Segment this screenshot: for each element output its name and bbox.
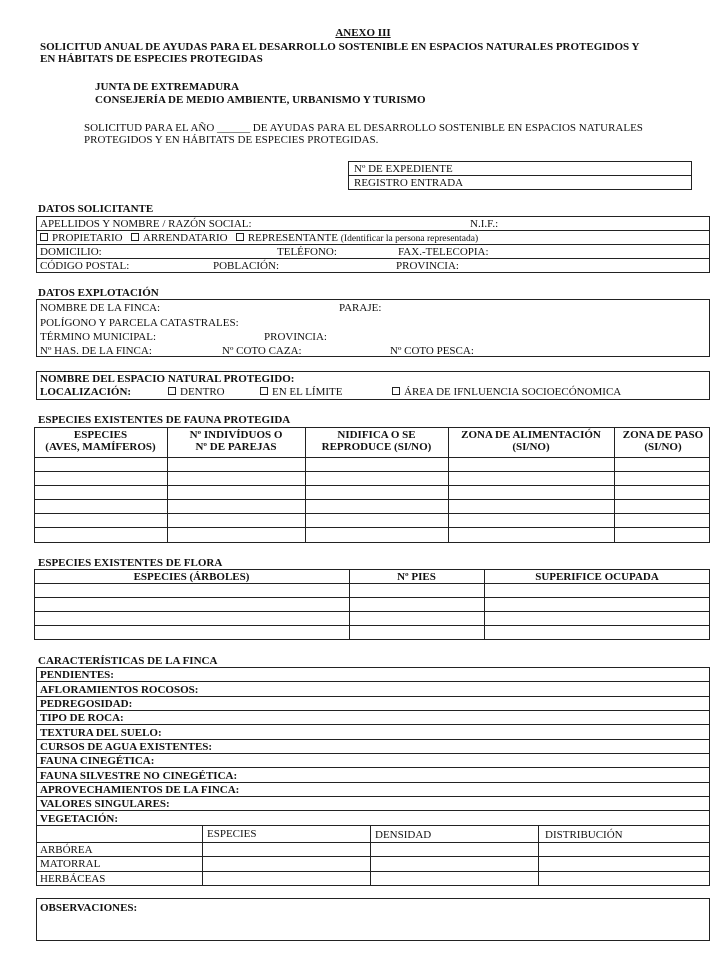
veg-header-distribucion: DISTRIBUCIÓN	[545, 829, 623, 841]
fauna-silvestre-field[interactable]: FAUNA SILVESTRE NO CINEGÉTICA:	[40, 770, 238, 782]
explotacion-provincia-field[interactable]: PROVINCIA:	[264, 331, 327, 343]
area-checkbox[interactable]	[392, 387, 400, 395]
propietario-checkbox[interactable]	[40, 233, 48, 241]
apellidos-field[interactable]: APELLIDOS Y NOMBRE / RAZÓN SOCIAL:	[40, 218, 252, 230]
provincia-field[interactable]: PROVINCIA:	[396, 260, 459, 272]
coto-caza-field[interactable]: Nº COTO CAZA:	[222, 345, 302, 357]
afloramientos-field[interactable]: AFLORAMIENTOS ROCOSOS:	[40, 684, 199, 696]
localizacion-limite: EN EL LÍMITE	[260, 386, 342, 398]
representante-checkbox[interactable]	[236, 233, 244, 241]
nif-field[interactable]: N.I.F.:	[470, 218, 499, 230]
aprovechamientos-field[interactable]: APROVECHAMIENTOS DE LA FINCA:	[40, 784, 240, 796]
flora-header-pies: Nº PIES	[397, 571, 436, 583]
veg-header-densidad: DENSIDAD	[375, 829, 432, 841]
veg-header-especies: ESPECIES	[207, 828, 257, 840]
localizacion-area: ÁREA DE IFNLUENCIA SOCIOECÓNOMICA	[392, 386, 621, 398]
year-field[interactable]: ______	[217, 122, 251, 134]
termino-field[interactable]: TÉRMINO MUNICIPAL:	[40, 331, 157, 343]
dentro-checkbox[interactable]	[168, 387, 176, 395]
coto-pesca-underline	[483, 356, 708, 357]
section-fauna: ESPECIES EXISTENTES DE FAUNA PROTEGIDA	[38, 414, 291, 426]
arrendatario-checkbox[interactable]	[131, 233, 139, 241]
fauna-header-alimentacion: ZONA DE ALIMENTACIÓN (SI/NO)	[461, 429, 601, 453]
espacio-name-field[interactable]: NOMBRE DEL ESPACIO NATURAL PROTEGIDO:	[40, 373, 295, 385]
org-name: JUNTA DE EXTREMADURA	[95, 81, 240, 93]
org-department: CONSEJERÍA DE MEDIO AMBIENTE, URBANISMO Y TURISMO	[95, 94, 426, 106]
annex-title: ANEXO III	[335, 27, 391, 39]
observaciones-label: OBSERVACIONES:	[40, 902, 138, 914]
section-caracteristicas: CARACTERÍSTICAS DE LA FINCA	[38, 655, 218, 667]
coto-pesca-field[interactable]: Nº COTO PESCA:	[390, 345, 474, 357]
form-title-line1: SOLICITUD ANUAL DE AYUDAS PARA EL DESARROLLO SOSTENIBLE EN ESPACIOS NATURALES PROTEGIDOS Y	[40, 41, 640, 53]
form-title-line2: EN HÁBITATS DE ESPECIES PROTEGIDAS	[40, 53, 263, 65]
paraje-field[interactable]: PARAJE:	[339, 302, 382, 314]
fax-field[interactable]: FAX.-TELECOPIA:	[398, 246, 489, 258]
codigo-postal-field[interactable]: CÓDIGO POSTAL:	[40, 260, 130, 272]
flora-header-especies: ESPECIES (ÁRBOLES)	[133, 571, 250, 583]
textura-suelo-field[interactable]: TEXTURA DEL SUELO:	[40, 727, 162, 739]
section-solicitante: DATOS SOLICITANTE	[38, 203, 154, 215]
domicilio-field[interactable]: DOMICILIO:	[40, 246, 102, 258]
fauna-header-especies: ESPECIES (AVES, MAMÍFEROS)	[45, 429, 156, 453]
request-line1: SOLICITUD PARA EL AÑO ______ DE AYUDAS PARA EL DESARROLLO SOSTENIBLE EN ESPACIOS NATURALES	[84, 122, 643, 134]
veg-row-matorral: MATORRAL	[40, 858, 101, 870]
expediente-number-field[interactable]: Nº DE EXPEDIENTE	[354, 163, 453, 175]
poblacion-field[interactable]: POBLACIÓN:	[213, 260, 280, 272]
veg-row-herbaceas: HERBÁCEAS	[40, 873, 106, 885]
pedregosidad-field[interactable]: PEDREGOSIDAD:	[40, 698, 133, 710]
hectareas-field[interactable]: Nº HAS. DE LA FINCA:	[40, 345, 152, 357]
vegetacion-label: VEGETACIÓN:	[40, 813, 119, 825]
flora-header-superficie: SUPERIFICE OCUPADA	[535, 571, 659, 583]
section-flora: ESPECIES EXISTENTES DE FLORA	[38, 557, 223, 569]
fauna-header-individuos: Nº INDIVÍDUOS O Nº DE PAREJAS	[189, 429, 283, 453]
poligono-field[interactable]: POLÍGONO Y PARCELA CATASTRALES:	[40, 317, 239, 329]
fauna-cinegetica-field[interactable]: FAUNA CINEGÉTICA:	[40, 755, 155, 767]
valores-singulares-field[interactable]: VALORES SINGULARES:	[40, 798, 170, 810]
localizacion-dentro: DENTRO	[168, 386, 225, 398]
telefono-field[interactable]: TELÉFONO:	[277, 246, 337, 258]
tipo-roca-field[interactable]: TIPO DE ROCA:	[40, 712, 124, 724]
localizacion-label: LOCALIZACIÓN:	[40, 386, 132, 398]
fauna-header-nidifica: NIDIFICA O SE REPRODUCE (SI/NO)	[321, 429, 432, 453]
limite-checkbox[interactable]	[260, 387, 268, 395]
pendientes-field[interactable]: PENDIENTES:	[40, 669, 114, 681]
fauna-header-paso: ZONA DE PASO (SI/NO)	[622, 429, 704, 453]
request-line2: PROTEGIDOS Y EN HÁBITATS DE ESPECIES PROTEGIDAS.	[84, 134, 379, 146]
veg-row-arborea: ARBÓREA	[40, 844, 93, 856]
cursos-agua-field[interactable]: CURSOS DE AGUA EXISTENTES:	[40, 741, 213, 753]
role-options: PROPIETARIO ARRENDATARIO REPRESENTANTE (Identificar la persona representada)	[40, 232, 478, 245]
registro-entrada-field[interactable]: REGISTRO ENTRADA	[354, 177, 464, 189]
finca-name-field[interactable]: NOMBRE DE LA FINCA:	[40, 302, 161, 314]
section-explotacion: DATOS EXPLOTACIÓN	[38, 287, 159, 299]
